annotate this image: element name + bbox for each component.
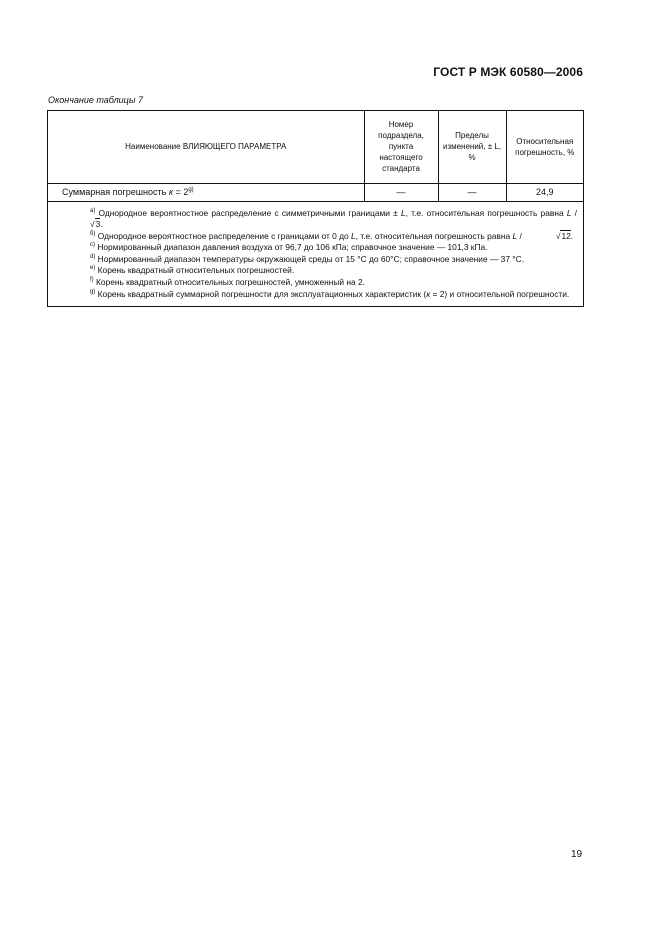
footnote-text: Нормированный диапазон температуры окружающей среды от 15 °С до 60°С; справочное значение — 37 °С. bbox=[95, 253, 525, 264]
footnote-slash: / bbox=[517, 230, 522, 241]
footnote-variable: L bbox=[351, 230, 356, 241]
footnote-mark: e) bbox=[90, 265, 96, 272]
sqrt-radicand: 12 bbox=[561, 230, 571, 241]
footnote-mark: f) bbox=[90, 277, 94, 284]
page-header-standard-code: ГОСТ Р МЭК 60580—2006 bbox=[433, 65, 583, 79]
footnote-g bbox=[56, 289, 577, 301]
column-header-parameter-name: Наименование ВЛИЯЮЩЕГО ПАРАМЕТРА bbox=[48, 111, 364, 183]
footnote-e bbox=[56, 265, 577, 277]
footnote-variable: L bbox=[566, 207, 572, 218]
footnote-variable: к bbox=[426, 288, 431, 299]
table-header-row bbox=[48, 111, 583, 183]
footnote-text: Корень квадратный суммарной погрешности для эксплуатационных характеристик ( bbox=[95, 288, 427, 299]
table-footnotes bbox=[48, 202, 583, 307]
footnote-a bbox=[56, 208, 577, 231]
footnote-text: Корень квадратный относительных погрешностей, умноженный на 2. bbox=[93, 277, 365, 288]
table-caption: Окончание таблицы 7 bbox=[48, 95, 143, 105]
footnote-mark: d) bbox=[90, 254, 96, 261]
footnote-mark: g) bbox=[90, 288, 96, 295]
table-row bbox=[48, 183, 583, 201]
footnote-text: , т.е. относительная погрешность равна bbox=[405, 207, 567, 218]
footnote-f bbox=[56, 277, 577, 289]
footnote-mark: a) bbox=[90, 207, 96, 214]
cell-relative-error: 24,9 bbox=[506, 183, 583, 201]
cell-variation-limits: — bbox=[438, 183, 506, 201]
footnote-text: . bbox=[570, 230, 574, 241]
footnote-b bbox=[56, 231, 577, 243]
row-label-equals: = 2 bbox=[173, 187, 189, 197]
footnote-variable: L bbox=[400, 207, 406, 218]
sqrt-radicand: 3 bbox=[95, 219, 101, 230]
footnote-slash: / bbox=[571, 207, 578, 218]
row-label-total-error bbox=[48, 183, 364, 201]
footnote-text: Нормированный диапазон давления воздуха от 96,7 до 106 кПа; справочное значение — 101,3 кПа. bbox=[95, 242, 488, 253]
column-header-relative-error: Относительная погрешность, % bbox=[506, 111, 583, 183]
page-number: 19 bbox=[571, 849, 583, 860]
column-header-variation-limits: Пределы изменений, ± L, % bbox=[438, 111, 506, 183]
footnote-text: Однородное вероятностное распределение с симметричными границами ± bbox=[95, 207, 401, 218]
footnote-text: , т.е. относительная погрешность равна bbox=[355, 230, 513, 241]
footnote-c bbox=[56, 242, 577, 254]
footnote-mark: c) bbox=[90, 242, 95, 249]
cell-section-number: — bbox=[364, 183, 438, 201]
footnote-variable: L bbox=[512, 230, 518, 241]
footnote-text: = 2) и относительной погрешности. bbox=[430, 288, 570, 299]
row-label-text: Суммарная погрешность bbox=[62, 187, 169, 197]
footnote-d bbox=[56, 254, 577, 266]
sqrt-symbol: √12 bbox=[555, 230, 571, 241]
footnote-text: Корень квадратный относительных погрешностей. bbox=[95, 265, 295, 276]
sqrt-symbol: √3 bbox=[90, 219, 101, 230]
row-label-footnote-ref: g) bbox=[188, 187, 194, 193]
param-table bbox=[48, 111, 583, 202]
row-label-variable: к bbox=[168, 187, 174, 197]
footnote-text: . bbox=[100, 219, 103, 230]
footnote-mark: б) bbox=[90, 230, 96, 237]
footnote-text: Однородное вероятностное распределение с границами от 0 до bbox=[95, 230, 351, 241]
influence-parameters-table bbox=[47, 110, 584, 307]
column-header-section-number: Номер подраздела, пункта настоящего стандарта bbox=[364, 111, 438, 183]
